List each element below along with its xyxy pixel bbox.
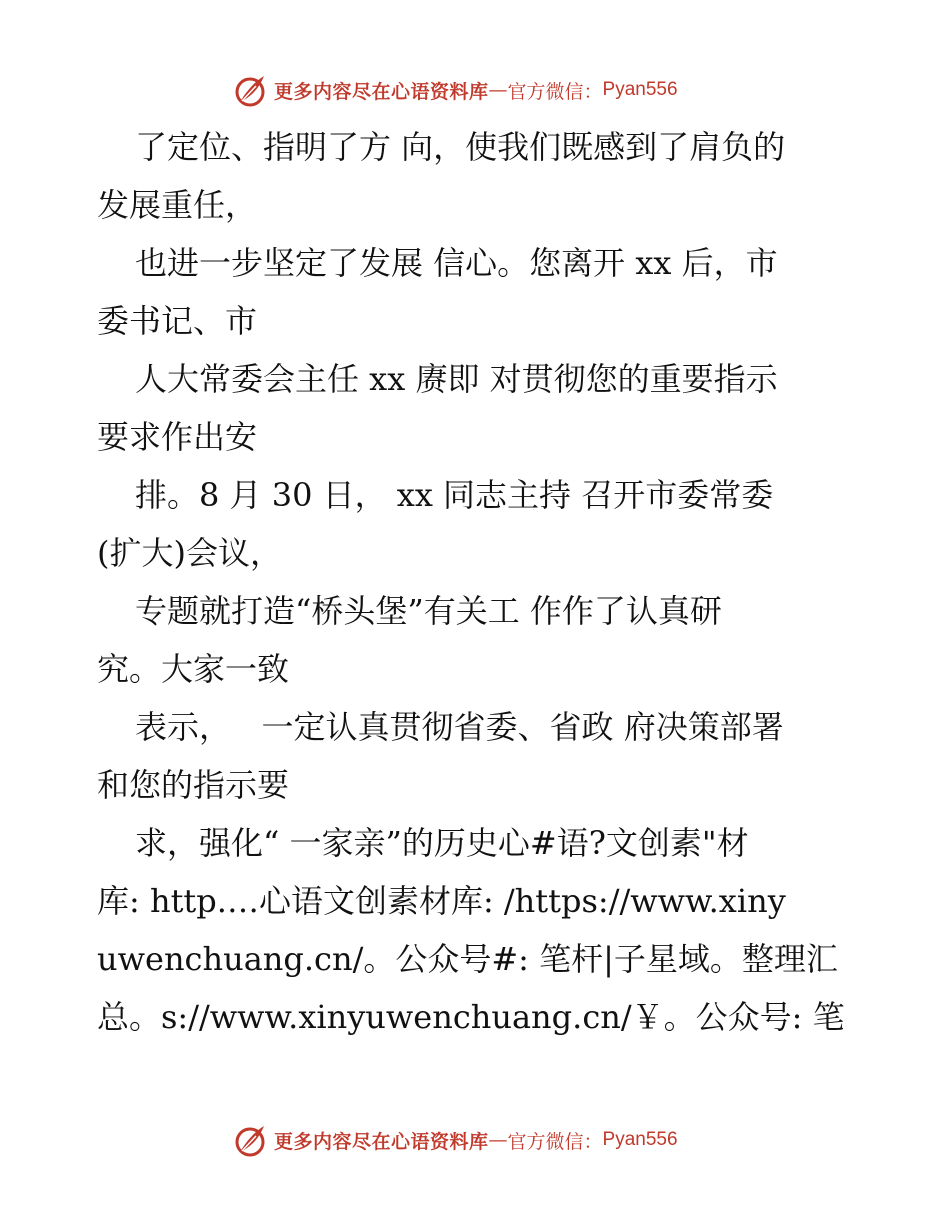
text-line: 库: http.…心语文创素材库: /https://www.xiny xyxy=(97,882,786,920)
text-line: 专题就打造“桥头堡”有关工 作作了认真研 xyxy=(135,592,722,630)
text-line: 人大常委会主任 xx 赓即 对贯彻您的重要指示 xyxy=(135,360,778,398)
banner-wechat-id: Pyan556 xyxy=(602,79,678,100)
document-body xyxy=(97,118,857,1046)
text-line: 要求作出安 xyxy=(97,418,258,456)
text-line: 和您的指示要 xyxy=(97,766,290,804)
banner-slogan: 更多内容尽在心语资料库 xyxy=(274,80,489,103)
header-banner xyxy=(232,70,678,110)
feather-quill-icon xyxy=(232,1122,268,1158)
banner-wechat-label: 官方微信： xyxy=(507,1130,603,1153)
banner-dash: — xyxy=(488,1129,508,1151)
banner-wechat-label: 官方微信： xyxy=(507,80,603,103)
text-line: 总。s://www.xinyuwenchuang.cn/￥。公众号: 笔 xyxy=(97,998,845,1036)
text-line: 究。大家一致 xyxy=(97,650,290,688)
banner-dash: — xyxy=(488,79,508,101)
text-line: 求，强化“ 一家亲”的历史心#语?文创素"材 xyxy=(135,824,749,862)
text-line: (扩大)会议， xyxy=(97,534,282,572)
text-line: 了定位、指明了方 向，使我们既感到了肩负的 xyxy=(135,128,786,166)
text-line: 也进一步坚定了发展 信心。您离开 xx 后，市 xyxy=(135,244,778,282)
text-line: 发展重任， xyxy=(97,186,258,224)
text-line: 表示， 一定认真贯彻省委、省政 府决策部署 xyxy=(135,708,784,746)
feather-quill-icon xyxy=(232,72,268,108)
text-line: 排。8 月 30 日， xx 同志主持 召开市委常委 xyxy=(135,476,774,514)
text-line: uwenchuang.cn/。公众号#: 笔杆|子星域。整理汇 xyxy=(97,940,838,978)
footer-banner xyxy=(232,1120,678,1160)
banner-wechat-id: Pyan556 xyxy=(602,1129,678,1150)
banner-slogan: 更多内容尽在心语资料库 xyxy=(274,1130,489,1153)
text-line: 委书记、市 xyxy=(97,302,258,340)
